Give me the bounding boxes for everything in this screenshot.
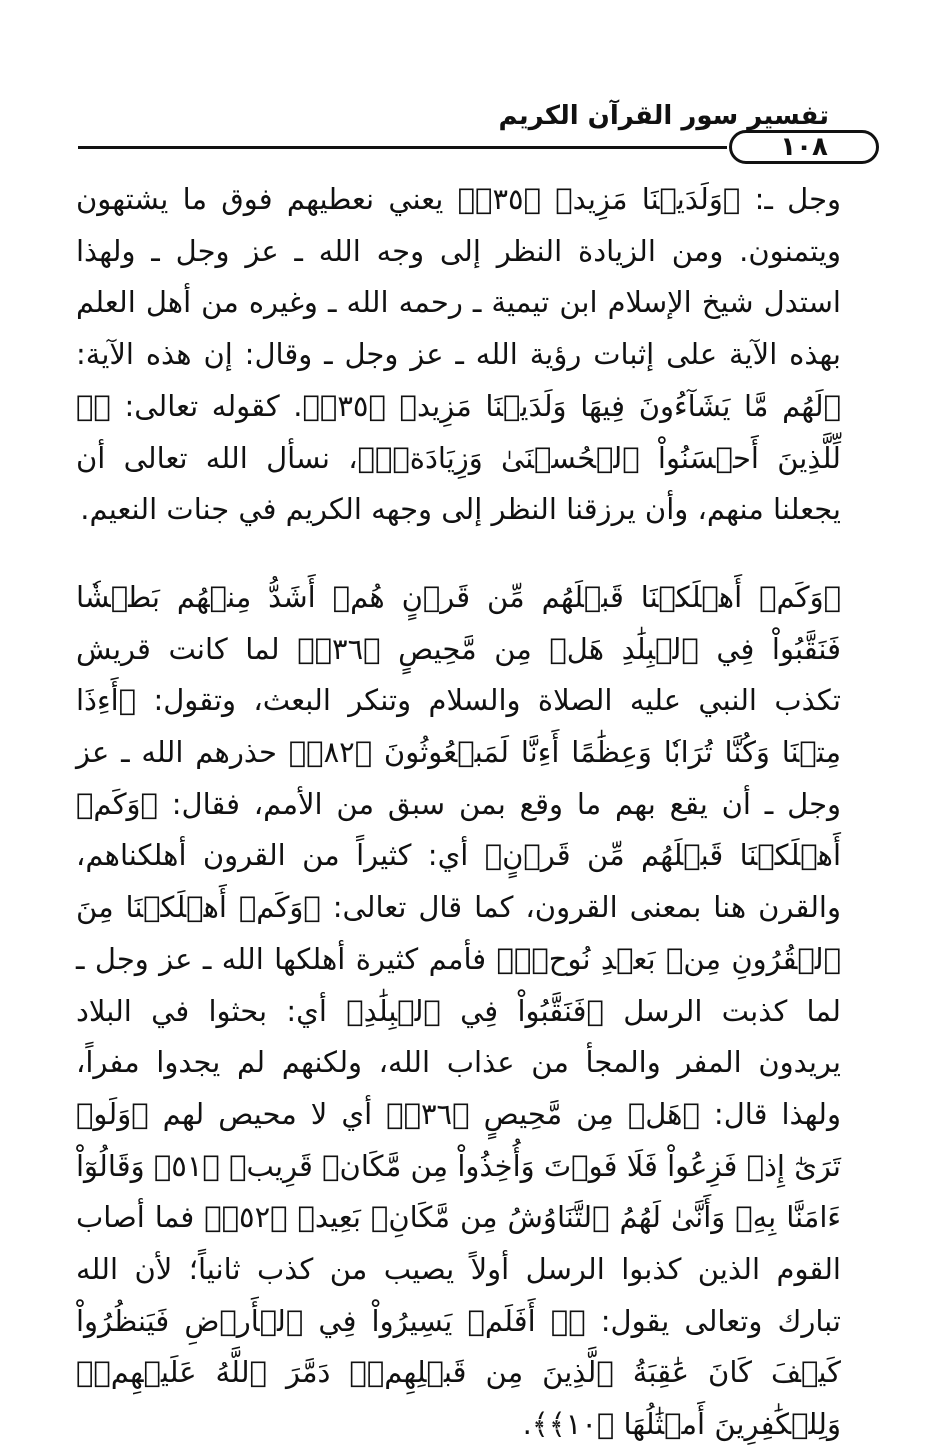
text-line: ﴿وَكَمۡ أَهۡلَكۡنَا مِنَ ٱلۡقُرُونِ مِنۢ بَعۡدِ نُوحٖۗ﴾ فأمم كثيرة أهلكها الله ـ عز — [76, 890, 841, 976]
text-line: يَسِيرُواْ فِي ٱلۡأَرۡضِ فَيَنظُرُواْ كَيۡفَ كَانَ عَٰقِبَةُ ٱلَّذِينَ مِن قَبۡلِهِمۡۖ دَمَّرَ ٱللَّهُ عَلَيۡهِمۡۖ وَلِلۡكَٰفِرِينَ — [76, 1303, 841, 1442]
text-line: أولاً يصيب من كذب ثانياً؛ لأن الله تبارك وتعالى يقول: ﴿۞ أَفَلَمۡ — [76, 1252, 842, 1338]
text-line: أَمۡثَٰلُهَا ﴿١٠﴾﴾. — [522, 1407, 706, 1442]
text-line: ٱلۡحُسۡنَىٰ وَزِيَادَةٞۖ﴾، نسأل الله تعالى أن يجعلنا منهم، وأن يرزقنا — [76, 440, 841, 527]
text-line: ﴿وَكَمۡ أَهۡلَكۡنَا قَبۡلَهُم مِّن قَرۡنٍ هُمۡ أَشَدُّ مِنۡهُم بَطۡشٗا فَنَقَّبُواْ فِي ٱلۡبِلَٰدِ هَلۡ — [76, 579, 842, 666]
text-line: ويتمنون. ومن الزيادة النظر إلى وجه الله ـ عز وجل ـ ولهذا — [76, 233, 841, 268]
text-line: ﴿لَهُم مَّا يَشَآءُونَ فِيهَا وَلَدَيۡنَا مَزِيدٞ ﴿٣٥﴾﴾. كقوله تعالى: ﴿۞ لِّلَّذِينَ أَحۡسَنُواْ — [76, 388, 842, 475]
text-line: وجل ـ لما كذبت الرسل ﴿فَنَقَّبُواْ فِي ٱلۡبِلَٰدِ﴾ أي: بحثوا في البلاد — [76, 941, 841, 1028]
page-number-text: ١٠٨ — [780, 132, 828, 162]
text-line: النظر إلى وجهه الكريم في جنات النعيم. — [80, 492, 557, 527]
page-number — [729, 130, 879, 164]
body-text — [76, 174, 841, 1451]
paragraph-2 — [76, 572, 841, 1451]
text-line: لَمَبۡعُوثُونَ ﴿٨٢﴾﴾ حذرهم الله ـ عز وجل ـ أن يقع بهم ما وقع بمن سبق — [76, 735, 842, 821]
text-line: بهذه الآية على إثبات رؤية الله ـ عز وجل ـ وقال: إن هذه الآية: — [76, 337, 841, 372]
text-line: فَزِعُواْ فَلَا فَوۡتَ وَأُخِذُواْ مِن مَّكَانٖ قَرِيبٖ ﴿٥١﴾ وَقَالُوٓاْ ءَامَنَّا بِهِۦ وَأَنَّىٰ لَهُمُ — [76, 1148, 842, 1235]
running-header-title: تفسير سور القرآن الكريم — [498, 101, 829, 131]
header-rule — [78, 146, 727, 149]
text-line: من الأمم، فقال: ﴿وَكَمۡ أَهۡلَكۡنَا قَبۡلَهُم مِّن قَرۡنٍ﴾ أي: كثيراً من — [76, 786, 842, 873]
paragraph-1 — [76, 174, 841, 536]
text-line: القرون أهلكناهم، والقرن هنا بمعنى القرون، كما قال تعالى: — [76, 838, 841, 925]
text-line: استدل شيخ الإسلام ابن تيمية ـ رحمه الله ـ وغيره من أهل العلم — [76, 285, 841, 320]
text-line: وتنكر البعث، وتقول: ﴿أَءِذَا مِتۡنَا وَكُنَّا تُرَابٗا وَعِظَٰمًا أَءِنَّا — [76, 683, 841, 770]
text-line: وجل ـ: ﴿وَلَدَيۡنَا مَزِيدٞ ﴿٣٥﴾﴾ يعني نعطيهم فوق ما يشتهون — [76, 182, 841, 216]
text-line: ٱلتَّنَاوُشُ مِن مَّكَانِۭ بَعِيدٖ ﴿٥٢﴾﴾ فما أصاب القوم الذين كذبوا الرسل — [76, 1200, 841, 1287]
text-line: ولهذا قال: ﴿هَلۡ مِن مَّحِيصٍ ﴿٣٦﴾﴾ أي لا محيص لهم ﴿وَلَوۡ تَرَىٰٓ إِذۡ — [76, 1096, 841, 1183]
text-line: مِن مَّحِيصٍ ﴿٣٦﴾﴾ لما كانت قريش تكذب النبي عليه الصلاة والسلام — [76, 631, 841, 718]
text-line: يريدون المفر والمجأ من عذاب الله، ولكنهم لم يجدوا مفراً، — [76, 1045, 841, 1080]
